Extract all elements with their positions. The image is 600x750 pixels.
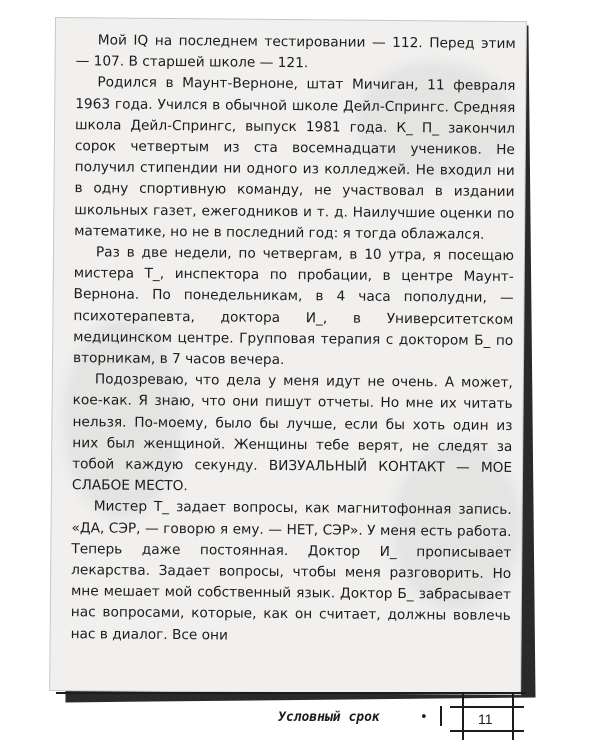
paragraph: Подозреваю, что дела у меня идут не очень. А может, кое-как. Я знаю, что они пишут отчеты. Но мне их читать нельзя. По-моему, было бы лучше, если бы хоть один из них был женщиной. Женщины тебе верят, не следят за тобой каждую секунду. ВИЗУАЛЬНЫЙ КОНТАКТ — МОЕ СЛАБОЕ МЕСТО. bbox=[71, 371, 513, 495]
page-number-box bbox=[460, 704, 514, 730]
book-page bbox=[50, 18, 526, 694]
footer-bar bbox=[440, 706, 442, 726]
paragraph: Мой IQ на последнем тестировании — 112. Перед этим — 107. В старшей школе — 121. bbox=[75, 32, 516, 72]
footer-dot: • bbox=[420, 710, 428, 725]
paragraph: Мистер Т_ задает вопросы, как магнитофонная запись. «ДА, СЭР, — говорю я ему. — НЕТ, СЭР». У меня есть работа. Теперь даже постоянная. Доктор И_ прописывает лекарства. Задает вопросы, чтобы меня разговорить. Но мне мешает мой собственный язык. Доктор Б_ забрасывает нас вопросами, которые, как он считает, должны вовлечь нас в диалог. Все они bbox=[70, 498, 512, 644]
paragraph: Родился в Маунт-Верноне, штат Мичиган, 11 февраля 1963 года. Учился в обычной школе Дейл-Спрингс. Средняя школа Дейл-Спрингс, выпуск 1981 года. К_ П_ закончил сорок четвертым из ста восемнадцати учеников. Не получил стипендии ни одного из колледжей. Не входил ни в одну спортивную команду, не участвовал в издании школьных газет, ежегодников и т. д. Наилучшие оценки по математике, но не в последний год: я тогда облажался. bbox=[74, 74, 516, 243]
body-text bbox=[71, 30, 516, 649]
page-footer bbox=[0, 690, 600, 750]
paragraph: Раз в две недели, по четвергам, в 10 утра, я посещаю мистера Т_, инспектора по пробации, в центре Маунт-Вернона. По понедельникам, в 4 часа пополудни, — психотерапевта, доктора И_, в Университетском медицинском центре. Групповая терапия с доктором Б_ по вторникам, в 7 часов вечера. bbox=[72, 244, 515, 369]
page-number: 11 bbox=[478, 711, 493, 727]
running-title: Условный срок bbox=[278, 710, 380, 725]
footer-rule bbox=[56, 692, 526, 694]
